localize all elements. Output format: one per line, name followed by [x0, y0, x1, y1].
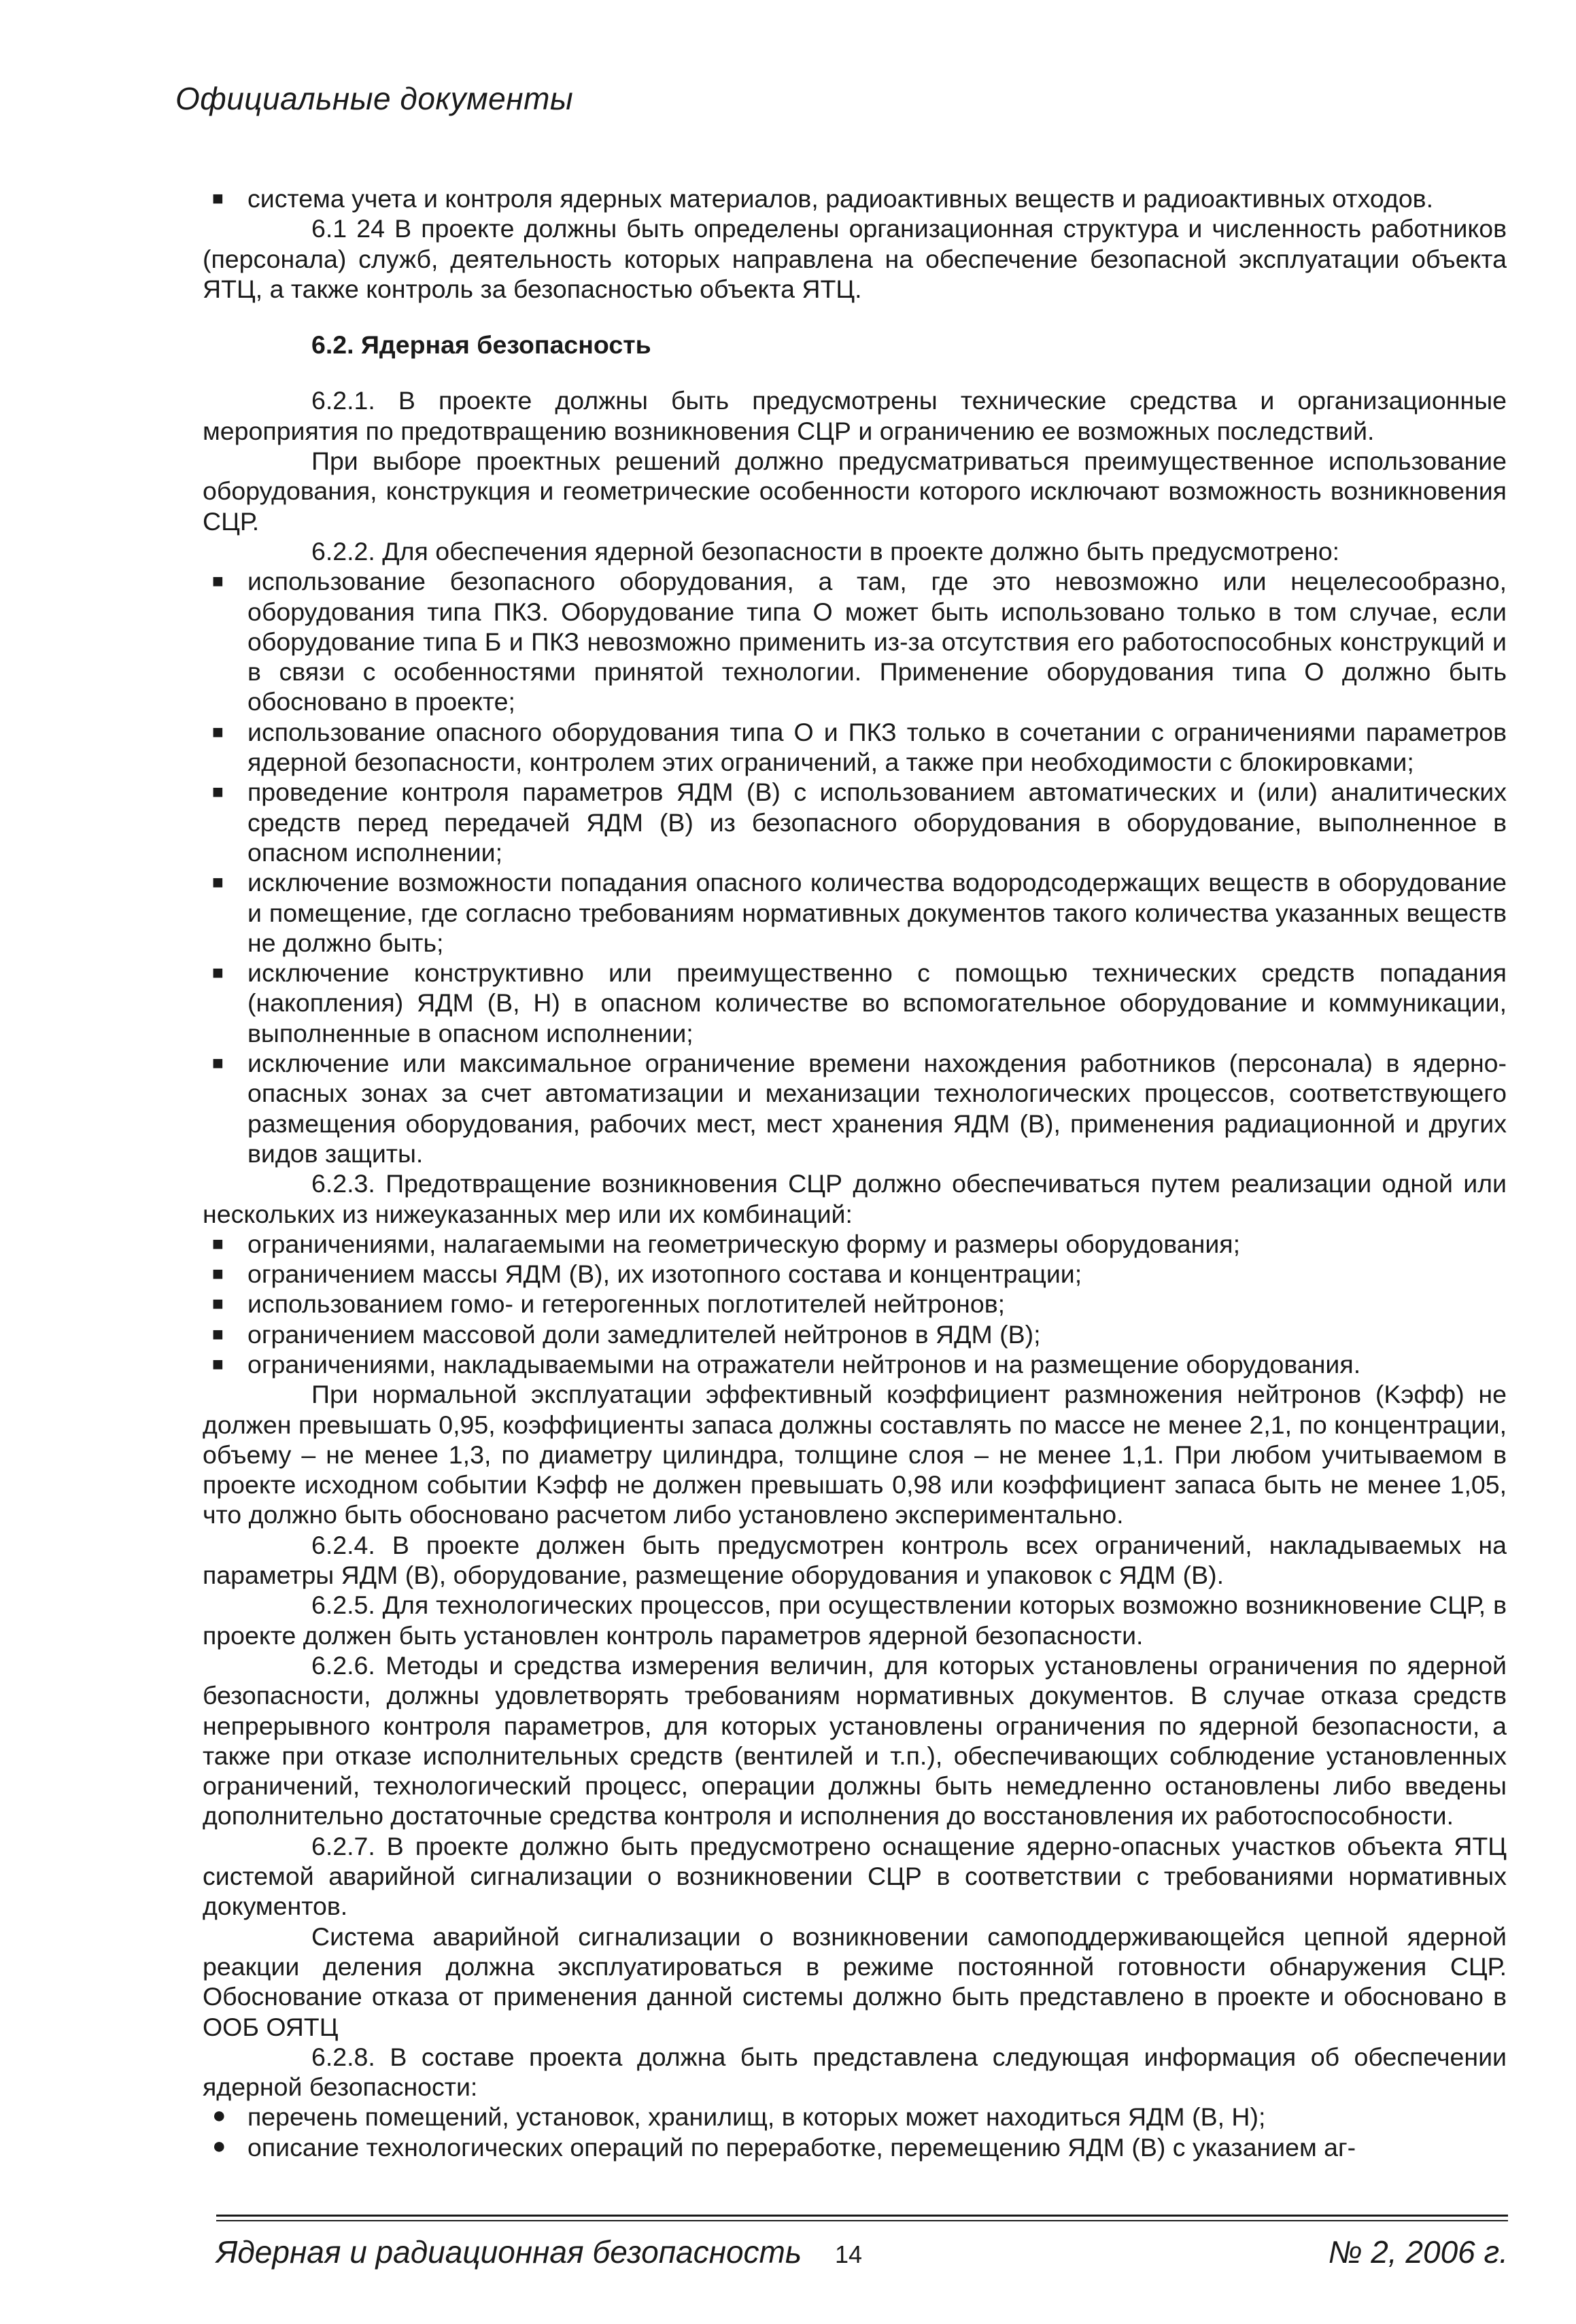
page-number: 14 — [835, 2240, 863, 2268]
footer-journal-title: Ядерная и радиационная безопасность — [216, 2234, 802, 2270]
round-bullet-icon: ● — [212, 2132, 226, 2159]
list-item: ● описание технологических операций по переработке, перемещению ЯДМ (В) с указанием аг- — [203, 2132, 1507, 2162]
footer-issue: № 2, 2006 г. — [1328, 2234, 1508, 2270]
list-item: ■ ограничением массы ЯДМ (В), их изотопного состава и концентрации; — [212, 1260, 1082, 1289]
paragraph-6-2-6: 6.2.6. Методы и средства измерения величин, для которых установлены ограничения по ядерной безопасности, должны удовлетворять требованиям нормативных документов. В случае отказа средств непрерывного контроля параметров, для которых установлены ограничения по ядерной безопасности, а также при отказе исполнительных средств (вентилей и т.п.), обеспечивающих соблюдение установленных ограничений, технологический процесс, операции должны быть немедленно остановлены либо введены дополнительно достаточные средства контроля и исполнения до восстановления их работоспособности. — [203, 1650, 1507, 1831]
paragraph-6-1-24: 6.1 24 В проекте должны быть определены организационная структура и численность работников (персонала) служб, деятельность которых направлена на обеспечение безопасной эксплуатации объекта ЯТЦ, а также контроль за безопасностью объекта ЯТЦ. — [203, 214, 1507, 303]
square-bullet-icon: ■ — [212, 188, 224, 209]
page-footer — [216, 2234, 1508, 2274]
square-bullet-icon: ■ — [212, 570, 224, 592]
paragraph-6-2-2: 6.2.2. Для обеспечения ядерной безопасности в проекте должно быть предусмотрено: — [311, 536, 1340, 566]
list-6-2-3 — [203, 1229, 1507, 1379]
list-item: ■ ограничениями, накладываемыми на отражатели нейтронов и на размещение оборудования. — [212, 1349, 1361, 1378]
square-bullet-icon: ■ — [212, 1232, 224, 1254]
paragraph-6-2-4: 6.2.4. В проекте должен быть предусмотрен контроль всех ограничений, накладываемых на параметры ЯДМ (В), оборудование, размещение оборудования и упаковок с ЯДМ (В). — [203, 1530, 1507, 1590]
section-heading: 6.2. Ядерная безопасность — [311, 330, 651, 360]
list-6-2-8 — [203, 2102, 1507, 2162]
square-bullet-icon: ■ — [212, 871, 224, 893]
list-item: ■ использованием гомо- и гетерогенных поглотителей нейтронов; — [212, 1289, 1006, 1319]
list-item: ■ исключение или максимальное ограничение времени нахождения работников (персонала) в ядерно-опасных зонах за счет автоматизации и механизации технологических процессов, соответствующего размещения оборудования, рабочих мест, мест хранения ЯДМ (В), применения радиационной и других видов защиты. — [212, 1049, 1507, 1168]
paragraph-6-2-1: 6.2.1. В проекте должны быть предусмотрены технические средства и организационные мероприятия по предотвращению возникновения СЦР и ограничению ее возможных последствий. — [203, 386, 1507, 445]
list-item: ● перечень помещений, установок, хранилищ, в которых может находиться ЯДМ (В, Н); — [203, 2102, 1507, 2132]
square-bullet-icon: ■ — [212, 721, 224, 742]
paragraph-6-2-7: 6.2.7. В проекте должно быть предусмотрено оснащение ядерно-опасных участков объекта ЯТЦ системой аварийной сигнализации о возникновении СЦР в соответствии с требованиями нормативных документов. — [203, 1831, 1507, 1921]
paragraph-keff: При нормальной эксплуатации эффективный коэффициент размножения нейтронов (Kэфф) не должен превышать 0,95, коэффициенты запаса должны составлять по массе не менее 2,1, по концентрации, объему – не менее 1,3, по диаметру цилиндра, толщине слоя – не менее 1,1. При любом учитываемом в проекте исходном событии Kэфф не должен превышать 0,98 или коэффициент запаса быть не менее 1,05, что должно быть обосновано расчетом либо установлено экспериментально. — [203, 1380, 1507, 1529]
list-item: ■ использование безопасного оборудования, а там, где это невозможно или нецелесообразно, оборудования типа ПКЗ. Оборудование типа О может быть использовано только в том случае, если оборудование типа Б и ПКЗ невозможно применить из-за отсутствия его работоспособных конструкций и в связи с особенностями принятой технологии. Применение оборудования типа О должно быть обосновано в проекте; — [212, 567, 1507, 716]
paragraph-choice: При выборе проектных решений должно предусматриваться преимущественное использование оборудования, конструкция и геометрические особенности которого исключают возможность возникновения СЦР. — [203, 447, 1507, 536]
list-item: ■ система учета и контроля ядерных материалов, радиоактивных веществ и радиоактивных отходов. — [212, 184, 1434, 213]
list-item: ■ исключение конструктивно или преимущественно с помощью технических средств попадания (накопления) ЯДМ (В, Н) в опасном количестве во вспомогательное оборудование и коммуникации, выполненные в опасном исполнении; — [212, 958, 1507, 1047]
document-body — [203, 184, 1507, 2162]
list-6-2-2 — [203, 566, 1507, 1168]
paragraph-6-2-5: 6.2.5. Для технологических процессов, при осуществлении которых возможно возникновение СЦР, в проекте должен быть установлен контроль параметров ядерной безопасности. — [203, 1591, 1507, 1650]
list-item: ■ ограничением массовой доли замедлителей нейтронов в ЯДМ (В); — [212, 1319, 1041, 1349]
list-item: ■ использование опасного оборудования типа О и ПКЗ только в сочетании с ограничениями параметров ядерной безопасности, контролем этих ограничений, а также при необходимости с блокировками; — [212, 717, 1507, 777]
list-item: ■ проведение контроля параметров ЯДМ (В) с использованием автоматических и (или) аналитических средств перед передачей ЯДМ (В) из безопасного оборудования в оборудование, выполненное в опасном исполнении; — [212, 778, 1507, 867]
square-bullet-icon: ■ — [212, 1293, 224, 1315]
footer-divider — [216, 2215, 1508, 2217]
square-bullet-icon: ■ — [212, 1323, 224, 1345]
footer-divider — [216, 2220, 1508, 2221]
square-bullet-icon: ■ — [212, 1052, 224, 1074]
page-header: Официальные документы — [175, 81, 574, 116]
paragraph-alarm: Система аварийной сигнализации о возникновении самоподдерживающейся цепной ядерной реакции деления должна эксплуатироваться в режиме постоянной готовности обнаружения СЦР. Обоснование отказа от применения данной системы должно быть представлено в проекте и обосновано в ООБ ОЯТЦ — [203, 1922, 1507, 2041]
square-bullet-icon: ■ — [212, 1263, 224, 1285]
intro-list — [203, 184, 1507, 213]
list-item: ■ исключение возможности попадания опасного количества водородсодержащих веществ в оборудование и помещение, где согласно требованиям нормативных документов такого количества указанных веществ не должно быть; — [212, 868, 1507, 957]
paragraph-6-2-3: 6.2.3. Предотвращение возникновения СЦР должно обеспечиваться путем реализации одной или нескольких из нижеуказанных мер или их комбинаций: — [203, 1169, 1507, 1228]
paragraph-6-2-8: 6.2.8. В составе проекта должна быть представлена следующая информация об обеспечении ядерной безопасности: — [203, 2042, 1507, 2102]
square-bullet-icon: ■ — [212, 962, 224, 984]
square-bullet-icon: ■ — [212, 1353, 224, 1374]
list-item: ■ ограничениями, налагаемыми на геометрическую форму и размеры оборудования; — [212, 1229, 1241, 1258]
square-bullet-icon: ■ — [212, 781, 224, 803]
round-bullet-icon: ● — [212, 2102, 226, 2129]
